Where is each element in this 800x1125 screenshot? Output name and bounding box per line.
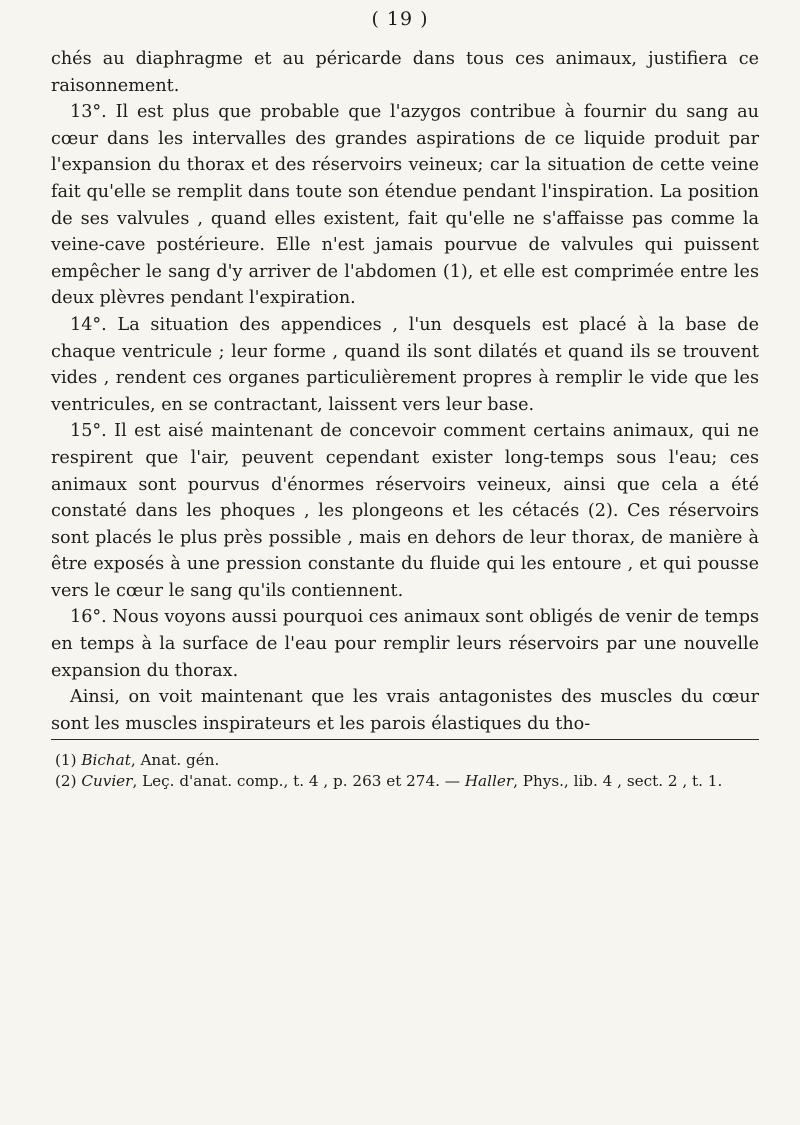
paragraph-conclusion: Ainsi, on voit maintenant que les vrais antagonistes des muscles du cœur sont les muscles inspirateurs et les parois élastiques du tho-	[51, 687, 759, 734]
footnote-2	[51, 771, 759, 792]
paragraph-13: 13°. Il est plus que probable que l'azygos contribue à fournir du sang au cœur dans les intervalles des grandes aspirations de ce liquide produit par l'expansion du thorax et des réservoirs veineux; car la situation de cette veine fait qu'elle se remplit dans toute son étendue pendant l'inspiration. La position de ses valvules , quand elles existent, fait qu'elle ne s'affaisse pas comme la veine-cave postérieure. Elle n'est jamais pourvue de valvules qui puissent empêcher le sang d'y arriver de l'abdomen (1), et elle est comprimée entre les deux plèvres pendant l'expiration.	[51, 102, 759, 309]
body-text	[51, 46, 759, 737]
paragraph-16: 16°. Nous voyons aussi pourquoi ces animaux sont obligés de venir de temps en temps à la surface de l'eau pour remplir leurs réservoirs par une nouvelle expansion du thorax.	[51, 607, 759, 681]
footnote-author: Bichat	[81, 751, 131, 769]
footnote-marker: (1)	[55, 751, 77, 769]
footnote-text: , Anat. gén.	[130, 751, 220, 769]
page-number: ( 19 )	[371, 8, 429, 30]
footnote-author-secondary: Haller	[464, 772, 514, 790]
footnote-divider	[51, 739, 759, 740]
paragraph-15: 15°. Il est aisé maintenant de concevoir comment certains animaux, qui ne respirent que l'air, peuvent cependant exister long-temps sous l'eau; ces animaux sont pourvus d'énormes réservoirs veineux, ainsi que cela a été constaté dans les phoques , les plongeons et les cétacés (2). Ces réservoirs sont placés le plus près possible , mais en dehors de leur thorax, de manière à être exposés à une pression constante du fluide qui les entoure , et qui pousse vers le cœur le sang qu'ils contiennent.	[51, 421, 759, 601]
footnote-author: Cuvier	[81, 772, 133, 790]
footnotes	[51, 750, 759, 792]
footnote-text: , Leç. d'anat. comp., t. 4 , p. 263 et 274. —	[132, 772, 465, 790]
footnote-text-secondary: , Phys., lib. 4 , sect. 2 , t. 1.	[513, 772, 723, 790]
paragraph-14: 14°. La situation des appendices , l'un desquels est placé à la base de chaque ventricule ; leur forme , quand ils sont dilatés et quand ils se trouvent vides , rendent ces organes particulièrement propres à remplir le vide que les ventricules, en se contractant, laissent vers leur base.	[51, 314, 759, 415]
footnote-marker: (2)	[55, 772, 77, 790]
paragraph-continuation: chés au diaphragme et au péricarde dans tous ces animaux, justifiera ce raisonnement.	[51, 49, 759, 96]
footnote-1	[51, 750, 759, 771]
